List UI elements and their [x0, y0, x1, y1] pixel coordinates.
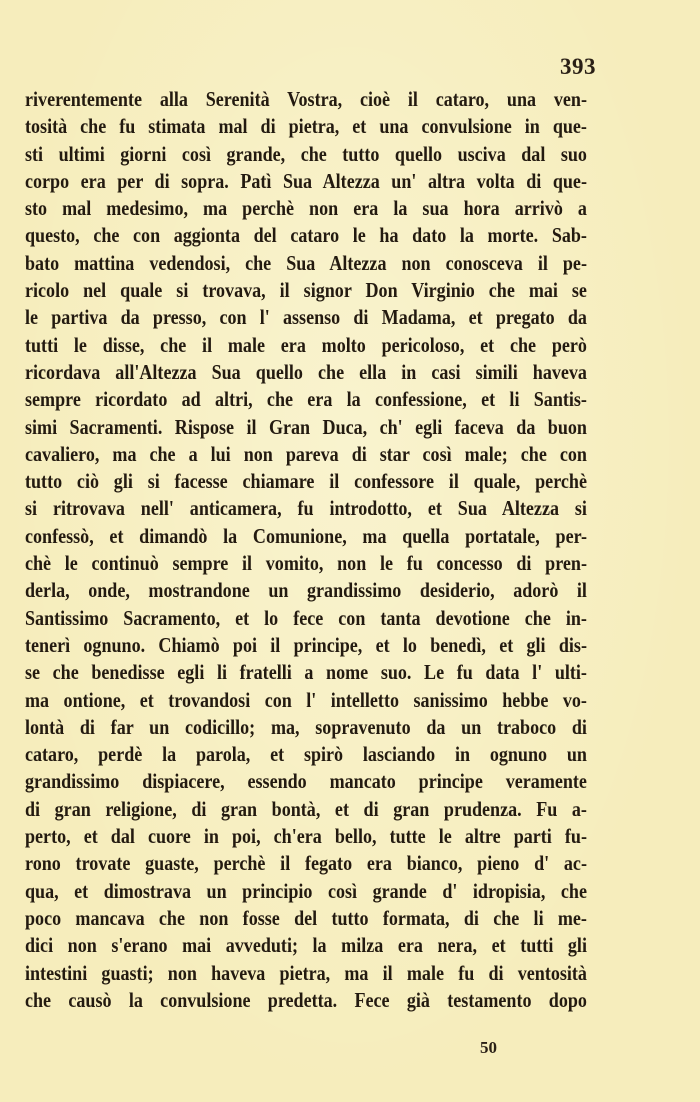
text-line: si ritrovava nell' anticamera, fu introdotto, et Sua Altezza si	[25, 496, 587, 521]
text-line: sempre ricordato ad altri, che era la confessione, et li Santis-	[25, 387, 587, 412]
page-number: 393	[560, 54, 596, 79]
text-line: chè le continuò sempre il vomito, non le fu concesso di pren-	[25, 551, 587, 576]
text-line: ricordava all'Altezza Sua quello che ella in casi simili haveva	[25, 359, 587, 384]
text-line: poco mancava che non fosse del tutto formata, di che li me-	[25, 905, 587, 930]
text-line: tutti le disse, che il male era molto pericoloso, et che però	[25, 332, 587, 357]
text-line: se che benedisse egli li fratelli a nome suo. Le fu data l' ulti-	[25, 660, 587, 685]
text-line: simi Sacramenti. Rispose il Gran Duca, ch' egli faceva da buon	[25, 414, 587, 439]
text-line: qua, et dimostrava un principio così grande d' idropisia, che	[25, 878, 587, 903]
body-text	[25, 86, 587, 1014]
text-line: intestini guasti; non haveva pietra, ma il male fu di ventosità	[25, 960, 587, 985]
text-line: tosità che fu stimata mal di pietra, et una convulsione in que-	[25, 114, 587, 139]
text-line: perto, et dal cuore in poi, ch'era bello, tutte le altre parti fu-	[25, 824, 587, 849]
text-line: lontà di far un codicillo; ma, sopravenuto da un traboco di	[25, 714, 587, 739]
text-line: sto mal medesimo, ma perchè non era la sua hora arrivò a	[25, 196, 587, 221]
text-line: ricolo nel quale si trovava, il signor Don Virginio che mai se	[25, 278, 587, 303]
text-line: le partiva da presso, con l' assenso di Madama, et pregato da	[25, 305, 587, 330]
text-line: sti ultimi giorni così grande, che tutto quello usciva dal suo	[25, 141, 587, 166]
text-line: grandissimo dispiacere, essendo mancato principe veramente	[25, 769, 587, 794]
text-line: questo, che con aggionta del cataro le ha dato la morte. Sab-	[25, 223, 587, 248]
text-line: tenerì ognuno. Chiamò poi il principe, et lo benedì, et gli dis-	[25, 632, 587, 657]
text-line: Santissimo Sacramento, et lo fece con tanta devotione che in-	[25, 605, 587, 630]
text-line: bato mattina vedendosi, che Sua Altezza non conosceva il pe-	[25, 250, 587, 275]
text-line: corpo era per di sopra. Patì Sua Altezza un' altra volta di que-	[25, 168, 587, 193]
text-line: confessò, et dimandò la Comunione, ma quella portatale, per-	[25, 523, 587, 548]
text-line: derla, onde, mostrandone un grandissimo desiderio, adorò il	[25, 578, 587, 603]
signature-mark: 50	[480, 1038, 497, 1057]
text-line: di gran religione, di gran bontà, et di gran prudenza. Fu a-	[25, 796, 587, 821]
text-line: rono trovate guaste, perchè il fegato era bianco, pieno d' ac-	[25, 851, 587, 876]
text-line: dici non s'erano mai avveduti; la milza era nera, et tutti gli	[25, 933, 587, 958]
text-line: cavaliero, ma che a lui non pareva di star così male; che con	[25, 441, 587, 466]
text-line: tutto ciò gli si facesse chiamare il confessore il quale, perchè	[25, 469, 587, 494]
text-line: cataro, perdè la parola, et spirò lasciando in ognuno un	[25, 742, 587, 767]
text-line: riverentemente alla Serenità Vostra, cioè il cataro, una ven-	[25, 87, 587, 111]
text-line: ma ontione, et trovandosi con l' intelletto sanissimo hebbe vo-	[25, 687, 587, 712]
text-line: che causò la convulsione predetta. Fece già testamento dopo	[25, 987, 587, 1012]
